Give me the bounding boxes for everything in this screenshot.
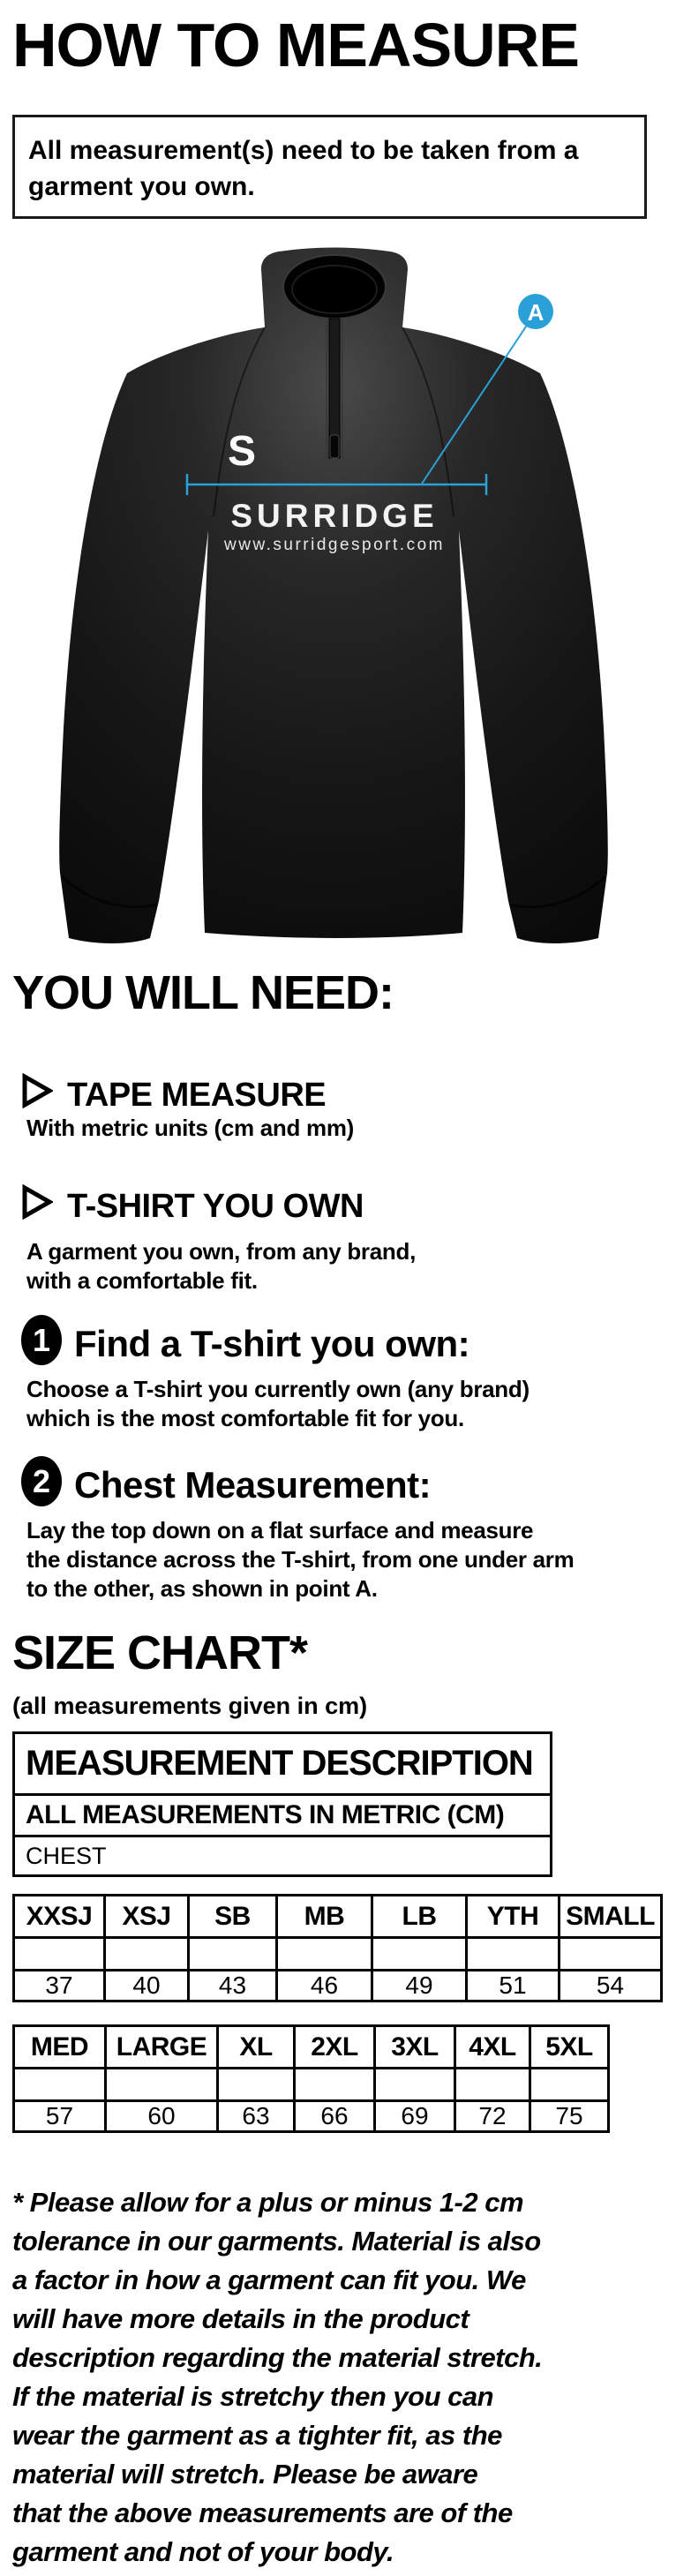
spacer-cell: [560, 1938, 662, 1971]
step-description: [26, 1516, 574, 1603]
size-value-row: [14, 2101, 609, 2132]
size-value-cell: 60: [106, 2101, 218, 2132]
size-chart-heading: SIZE CHART*: [12, 1626, 308, 1679]
disclaimer-line: garment and not of your body.: [12, 2536, 394, 2567]
size-header-cell: XSJ: [105, 1896, 189, 1938]
size-value-cell: 46: [277, 1971, 372, 2001]
step-number-badge: 2: [21, 1456, 62, 1506]
size-value-cell: 51: [467, 1971, 560, 2001]
point-a-label: A: [527, 299, 545, 326]
table-row: [14, 1795, 552, 1836]
size-header-cell: LB: [372, 1896, 467, 1938]
spacer-cell: [14, 2069, 106, 2101]
step-description-line: Lay the top down on a flat surface and measure: [26, 1517, 534, 1543]
size-value-cell: 54: [560, 1971, 662, 2001]
size-header-cell: MB: [277, 1896, 372, 1938]
triangle-bullet-icon: [21, 1073, 53, 1108]
chest-label-cell: CHEST: [14, 1836, 552, 1876]
spacer-cell: [105, 1938, 189, 1971]
size-header-cell: XXSJ: [14, 1896, 105, 1938]
size-header-row: [14, 1896, 662, 1938]
step-description-line: Choose a T-shirt you currently own (any brand): [26, 1376, 530, 1402]
disclaimer-line: description regarding the material stretch.: [12, 2342, 543, 2373]
item-description-line: A garment you own, from any brand,: [26, 1238, 416, 1265]
size-value-cell: 66: [295, 2101, 375, 2132]
disclaimer-line: tolerance in our garments. Material is also: [12, 2226, 541, 2257]
item-title-tape-measure: TAPE MEASURE: [67, 1077, 327, 1114]
spacer-cell: [14, 1938, 105, 1971]
size-value-cell: 43: [189, 1971, 277, 2001]
size-header-cell: 2XL: [295, 2026, 375, 2069]
table-row: [14, 1836, 552, 1876]
step-title: Find a T-shirt you own:: [74, 1323, 470, 1364]
surridge-url: www.surridgesport.com: [224, 536, 445, 554]
size-chart-subheading: (all measurements given in cm): [12, 1693, 368, 1719]
notice-box: [12, 115, 647, 219]
surridge-wordmark: SURRIDGE: [230, 498, 439, 534]
triangle-bullet-icon: [21, 1184, 53, 1220]
spacer-cell: [530, 2069, 609, 2101]
size-header-cell: 3XL: [375, 2026, 455, 2069]
spacer-cell: [455, 2069, 530, 2101]
spacer-cell: [372, 1938, 467, 1971]
spacer-cell: [277, 1938, 372, 1971]
spacer-row: [14, 2069, 609, 2101]
size-value-cell: 75: [530, 2101, 609, 2132]
size-value-row: [14, 1971, 662, 2001]
disclaimer-line: will have more details in the product: [12, 2303, 469, 2334]
disclaimer-line: that the above measurements are of the: [12, 2497, 513, 2528]
step-description-line: to the other, as shown in point A.: [26, 1575, 378, 1602]
step-number-badge: 1: [21, 1315, 62, 1365]
collar-inner-shadow: [292, 266, 377, 313]
size-value-cell: 72: [455, 2101, 530, 2132]
step-title: Chest Measurement:: [74, 1464, 432, 1506]
measurement-description-cell: MEASUREMENT DESCRIPTION: [14, 1733, 552, 1795]
spacer-cell: [467, 1938, 560, 1971]
size-value-cell: 37: [14, 1971, 105, 2001]
size-header-cell: SB: [189, 1896, 277, 1938]
page-title: HOW TO MEASURE: [12, 11, 579, 79]
disclaimer-line: material will stretch. Please be aware: [12, 2459, 478, 2490]
disclaimer-line: If the material is stretchy then you can: [12, 2381, 494, 2412]
disclaimer-line: * Please allow for a plus or minus 1-2 cm: [12, 2187, 524, 2218]
spacer-cell: [189, 1938, 277, 1971]
size-table-junior: [12, 1894, 663, 2002]
size-value-cell: 40: [105, 1971, 189, 2001]
size-table-adult: [12, 2024, 610, 2133]
step-description-line: which is the most comfortable fit for you.: [26, 1405, 464, 1431]
spacer-cell: [295, 2069, 375, 2101]
disclaimer: [12, 2183, 542, 2572]
spacer-cell: [218, 2069, 295, 2101]
measurement-description-table: [12, 1731, 552, 1877]
spacer-row: [14, 1938, 662, 1971]
metric-note-cell: ALL MEASUREMENTS IN METRIC (CM): [14, 1795, 552, 1836]
size-value-cell: 49: [372, 1971, 467, 2001]
step-description-line: the distance across the T-shirt, from one under arm: [26, 1546, 575, 1573]
spacer-cell: [375, 2069, 455, 2101]
item-description: With metric units (cm and mm): [26, 1115, 354, 1141]
disclaimer-line: wear the garment as a tighter fit, as the: [12, 2420, 502, 2451]
size-header-cell: MED: [14, 2026, 106, 2069]
table-row: [14, 1733, 552, 1795]
size-header-cell: 5XL: [530, 2026, 609, 2069]
size-header-cell: XL: [218, 2026, 295, 2069]
notice-line: garment you own.: [28, 172, 255, 201]
size-header-row: [14, 2026, 609, 2069]
garment-svg: [51, 234, 625, 958]
zip-pull: [330, 435, 339, 458]
surridge-logo-mark: S: [227, 428, 257, 475]
garment-figure: [51, 234, 625, 958]
item-description: [26, 1237, 416, 1296]
item-title-tshirt: T-SHIRT YOU OWN: [67, 1188, 364, 1225]
you-will-need-heading: YOU WILL NEED:: [12, 966, 394, 1019]
size-header-cell: LARGE: [106, 2026, 218, 2069]
notice-line: All measurement(s) need to be taken from a: [28, 136, 579, 165]
size-header-cell: SMALL: [560, 1896, 662, 1938]
size-header-cell: YTH: [467, 1896, 560, 1938]
item-description-line: with a comfortable fit.: [26, 1267, 258, 1294]
size-header-cell: 4XL: [455, 2026, 530, 2069]
size-value-cell: 69: [375, 2101, 455, 2132]
size-value-cell: 63: [218, 2101, 295, 2132]
size-value-cell: 57: [14, 2101, 106, 2132]
step-description: [26, 1375, 530, 1433]
spacer-cell: [106, 2069, 218, 2101]
disclaimer-line: a factor in how a garment can fit you. We: [12, 2264, 526, 2295]
